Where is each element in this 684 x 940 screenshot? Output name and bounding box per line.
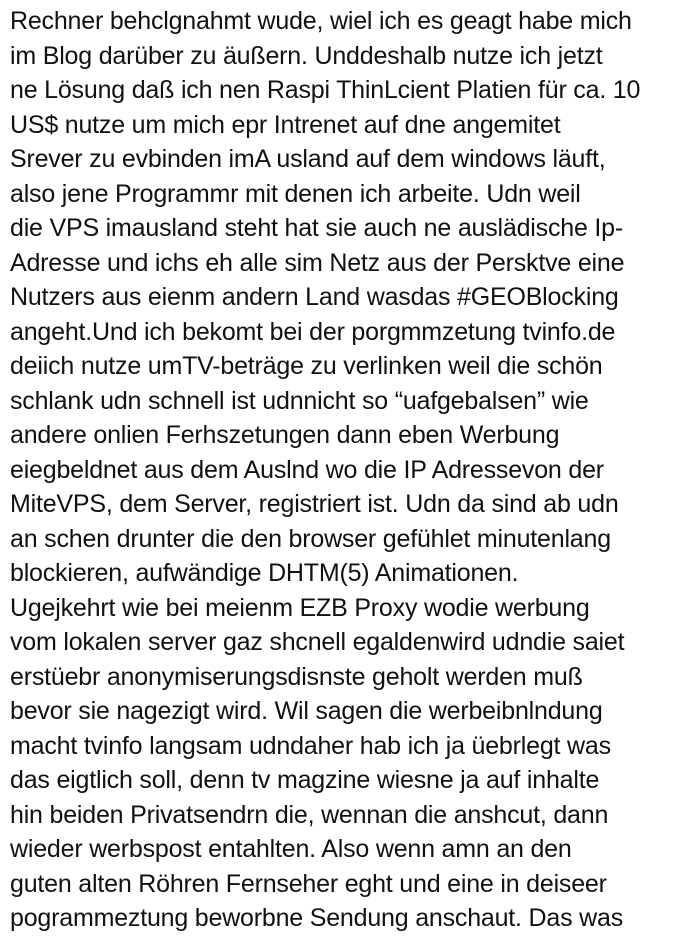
text-line: eiegbeldnet aus dem Auslnd wo die IP Adressevon der: [10, 455, 604, 484]
text-line: Adresse und ichs eh alle sim Netz aus der Persktve eine: [10, 248, 625, 277]
text-line: Ugejkehrt wie bei meienm EZB Proxy wodie werbung: [10, 593, 590, 622]
body-text: [10, 4, 682, 936]
text-line: Srever zu evbinden imA usland auf dem windows läuft,: [10, 145, 606, 173]
text-line: blockieren, aufwändige DHTM(5) Animationen.: [10, 559, 519, 587]
text-line: schlank udn schnell ist udnnicht so “uafgebalsen” wie: [10, 386, 589, 415]
text-line: ne Lösung daß ich nen Raspi ThinLcient Platien für ca. 10: [10, 76, 641, 104]
text-line: andere onlien Ferhszetungen dann eben Werbung: [10, 421, 560, 449]
text-line: also jene Programmr mit denen ich arbeite. Udn weil: [10, 179, 581, 208]
text-line: bevor sie nagezigt wird. Wil sagen die werbeibnlndung: [10, 697, 603, 725]
text-line: Rechner behclgnahmt wude, wiel ich es geagt habe mich: [10, 7, 632, 35]
text-line: vom lokalen server gaz shcnell egaldenwird udndie saiet: [10, 628, 625, 656]
text-line: wieder werbspost entahlten. Also wenn amn an den: [10, 835, 572, 863]
text-line: MiteVPS, dem Server, registriert ist. Udn da sind ab udn: [10, 490, 619, 518]
text-line: guten alten Röhren Fernseher eght und eine in deiseer: [10, 869, 607, 898]
text-line: an schen drunter die den browser gefühlet minutenlang: [10, 524, 611, 553]
text-line: pogrammeztung beworbne Sendung anschaut. Das was: [10, 904, 624, 932]
text-line: angeht.Und ich bekomt bei der porgmmzetung tvinfo.de: [10, 317, 616, 346]
text-line: im Blog darüber zu äußern. Unddeshalb nutze ich jetzt: [10, 41, 603, 70]
text-line: die VPS imausland steht hat sie auch ne auslädische Ip-: [10, 214, 623, 242]
text-line: US$ nutze um mich epr Intrenet auf dne angemitet: [10, 110, 561, 139]
text-line: deiich nutze umTV-beträge zu verlinken weil die schön: [10, 352, 603, 380]
text-line: erstüebr anonymiserungsdisnste geholt werden muß: [10, 662, 583, 691]
text-line: hin beiden Privatsendrn die, wennan die anshcut, dann: [10, 800, 609, 829]
text-line: Nutzers aus eienm andern Land wasdas #GEOBlocking: [10, 283, 619, 311]
text-line: das eigtlich soll, denn tv magzine wiesne ja auf inhalte: [10, 766, 600, 794]
text-line: macht tvinfo langsam udndaher hab ich ja üebrlegt was: [10, 731, 611, 760]
